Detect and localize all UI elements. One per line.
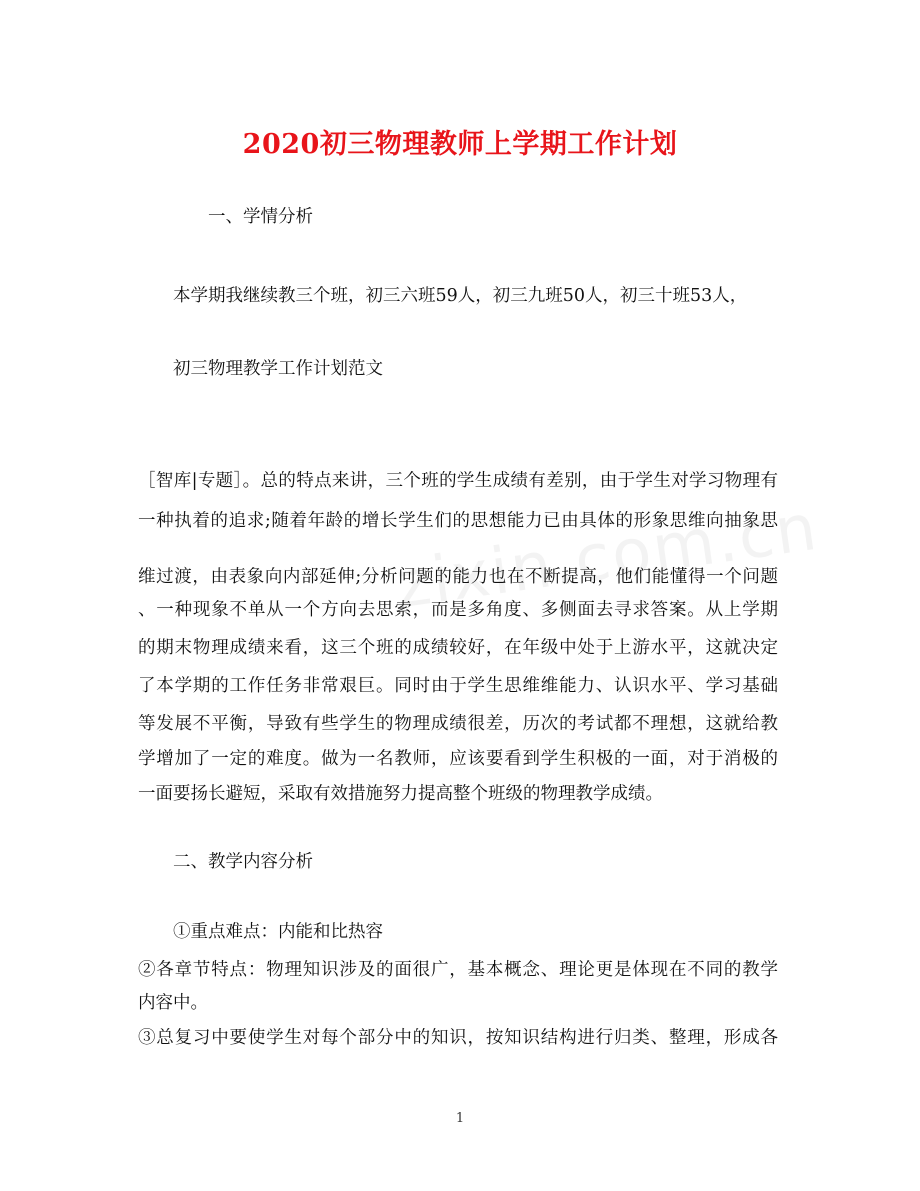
paragraph-line: ［智库|专题］。总的特点来讲，三个班的学生成绩有差别，由于学生对学习物理有 [138,471,778,491]
page-number: 1 [455,1111,465,1126]
paragraph-line: 等发展不平衡，导致有些学生的物理成绩很差，历次的考试都不理想，这就给教 [138,714,778,734]
paragraph-line: 一种执着的追求;随着年龄的增长学生们的思想能力已由具体的形象思维向抽象思 [138,511,778,531]
document-title: 2020初三物理教师上学期工作计划 [242,129,678,160]
paragraph-line: 学增加了一定的难度。做为一名教师，应该要看到学生积极的一面，对于消极的 [138,749,778,769]
list-item-continuation: 内容中。 [138,993,208,1013]
paragraph-line: 的期末物理成绩来看，这三个班的成绩较好，在年级中处于上游水平，这就决定 [138,638,778,658]
subtitle-line: 初三物理教学工作计划范文 [173,359,383,379]
list-item: ①重点难点：内能和比热容 [173,922,383,942]
paragraph-line: 了本学期的工作任务非常艰巨。同时由于学生思维维能力、认识水平、学习基础 [138,676,778,696]
list-item: ②各章节特点：物理知识涉及的面很广，基本概念、理论更是体现在不同的教学 [138,960,778,980]
section-heading-2: 二、教学内容分析 [173,852,313,872]
paragraph-line: 一面要扬长避短，采取有效措施努力提高整个班级的物理教学成绩。 [138,784,663,804]
list-item: ③总复习中要使学生对每个部分中的知识，按知识结构进行归类、整理，形成各 [138,1028,778,1048]
section-heading-1: 一、学情分析 [208,207,313,227]
intro-line: 本学期我继续教三个班，初三六班59人，初三九班50人，初三十班53人， [173,286,748,306]
paragraph-line: 维过渡，由表象向内部延伸;分析问题的能力也在不断提高，他们能懂得一个问题 [138,567,778,587]
paragraph-line: 、一种现象不单从一个方向去思索，而是多角度、多侧面去寻求答案。从上学期 [138,600,778,620]
